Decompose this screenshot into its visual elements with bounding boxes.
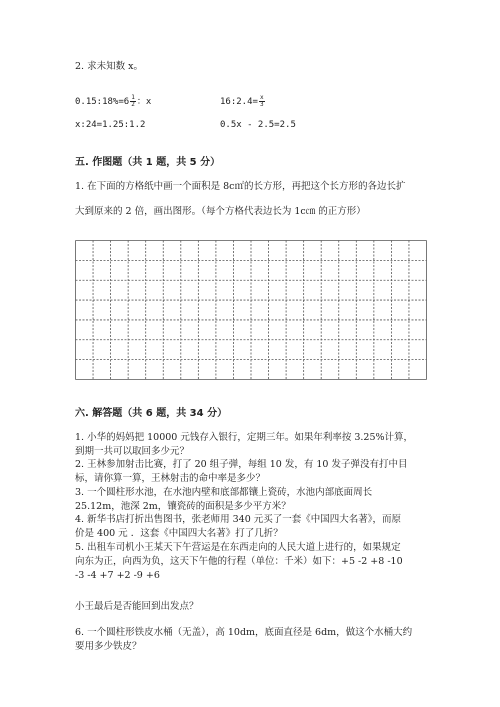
question-3-line-1: 3. 一个圆柱形水池，在水池内壁和底部都镶上瓷砖，水池内部底面周长 xyxy=(75,487,373,498)
equation-1-fraction-numerator: 1 xyxy=(131,94,135,101)
section-5-question-line-1: 1. 在下面的方格纸中画一个面积是 8c㎡的长方形，再把这个长方形的各边长扩 xyxy=(75,181,406,192)
question-3-line-2: 25.12m，池深 2m，镶瓷砖的面积是多少平方米？ xyxy=(75,501,291,512)
equation-2-fraction-denominator: 3 xyxy=(259,101,264,108)
question-5-prompt: 小王最后是否能回到出发点？ xyxy=(75,601,199,612)
equation-1-fraction xyxy=(130,95,136,108)
section-6-title: 六. 解答题（共 6 题，共 34 分） xyxy=(75,408,228,419)
equation-2-left: 16:2.4= xyxy=(220,97,258,107)
question-2-line-1: 2. 王林参加射击比赛，打了 20 组子弹，每组 10 发，有 10 发子弹没有打中目 xyxy=(75,459,408,470)
equation-1-left: 0.15:18%=6 xyxy=(75,97,130,107)
equation-2 xyxy=(220,95,266,109)
equation-4: 0.5x - 2.5=2.5 xyxy=(220,120,296,130)
question-6-line-2: 要用多少铁皮？ xyxy=(75,641,142,652)
question-1-line-1: 1. 小华的妈妈把 10000 元钱存入银行，定期三年。如果年利率按 3.25%计算， xyxy=(75,432,414,443)
equation-1 xyxy=(75,95,151,109)
section-5-title: 五. 作图题（共 1 题，共 5 分） xyxy=(75,157,221,168)
equation-2-fraction-numerator: x xyxy=(259,94,264,101)
grid-paper xyxy=(75,240,427,380)
question-5-line-1: 5. 出租车司机小王某天下午营运是在东西走向的人民大道上进行的，如果规定 xyxy=(75,542,401,553)
question-4-line-1: 4. 新华书店打折出售图书，张老师用 340 元买了一套《中国四大名著》，而原 xyxy=(75,514,402,525)
equation-1-right: ：x xyxy=(136,97,152,107)
equation-1-fraction-denominator: 2 xyxy=(131,101,135,108)
question-2-line-2: 标，请你算一算，王林射击的命中率是多少？ xyxy=(75,473,266,484)
section-2-heading: 2. 求未知数 x。 xyxy=(75,61,143,72)
equation-3: x:24=1.25:1.2 xyxy=(75,120,146,130)
question-6-line-1: 6. 一个圆柱形铁皮水桶（无盖），高 10dm，底面直径是 6dm，做这个水桶大约 xyxy=(75,627,413,638)
equation-2-fraction xyxy=(259,95,265,108)
question-5-line-2: 向东为正，向西为负，这天下午他的行程（单位：千米）如下：+5 -2 +8 -10 xyxy=(75,556,403,567)
question-4-line-2: 价是 400 元 ．这套《中国四大名著》打了几折？ xyxy=(75,528,283,539)
question-5-line-3: -3 -4 +7 +2 -9 +6 xyxy=(75,570,160,581)
section-5-question-line-2: 大到原来的 2 倍，画出图形。（每个方格代表边长为 1c㎝ 的正方形） xyxy=(75,206,366,217)
question-1-line-2: 到期一共可以取回多少元？ xyxy=(75,446,190,457)
